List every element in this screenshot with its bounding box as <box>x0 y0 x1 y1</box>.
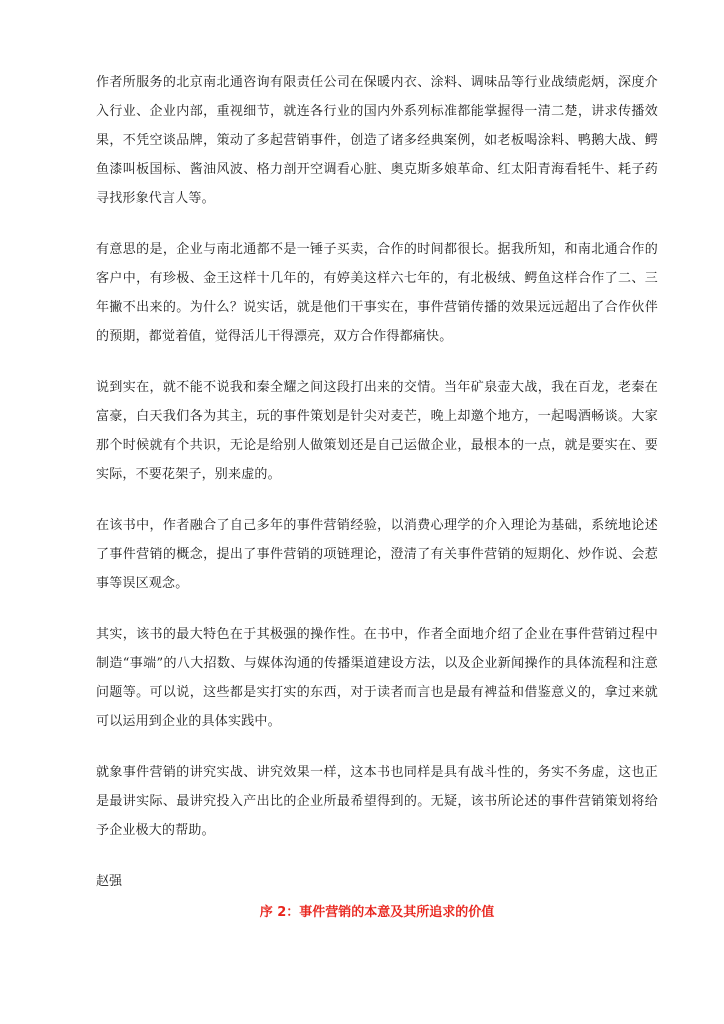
author-signature: 赵强 <box>96 874 123 889</box>
paragraph-long-term-cooperation: 有意思的是，企业与南北通都不是一锤子买卖，合作的时间都很长。据我所知，和南北通合作的客户中，有珍极、金王这样十几年的，有婷美这样六七年的，有北极绒、鳄鱼这样合作了二、三年撇不出来的。为什么？说实话，就是他们干事实在，事件营销传播的效果远远超出了合作伙伴的预期，都觉着值，觉得活儿干得漂亮，双方合作得都痛快。 <box>96 242 658 344</box>
paragraph-book-summary: 在该书中，作者融合了自己多年的事件营销经验，以消费心理学的介入理论为基础，系统地论述了事件营销的概念，提出了事件营销的项链理论，澄清了有关事件营销的短期化、炒作说、会惹事等误区观念。 <box>96 518 658 591</box>
section-title: 序 2：事件营销的本意及其所追求的价值 <box>259 905 495 920</box>
paragraph-friendship: 说到实在，就不能不说我和秦全耀之间这段打出来的交情。当年矿泉壶大战，我在百龙，老秦在富豪，白天我们各为其主，玩的事件策划是针尖对麦芒，晚上却邀个地方，一起喝酒畅谈。大家那个时候就有个共识，无论是给别人做策划还是自己运做企业，最根本的一点，就是要实在、要实际，不要花架子，别来虚的。 <box>96 380 658 482</box>
document-body <box>96 68 658 924</box>
paragraph-operability: 其实，该书的最大特色在于其极强的操作性。在书中，作者全面地介绍了企业在事件营销过程中制造“事端”的八大招数、与媒体沟通的传播渠道建设方法，以及企业新闻操作的具体流程和注意问题等。可以说，这些都是实打实的东西，对于读者而言也是最有裨益和借鉴意义的，拿过来就可以运用到企业的具体实践中。 <box>96 627 658 729</box>
paragraph-company-cases: 作者所服务的北京南北通咨询有限责任公司在保暖内衣、涂料、调味品等行业战绩彪炳，深度介入行业、企业内部，重视细节，就连各行业的国内外系列标准都能掌握得一清二楚，讲求传播效果，不凭空谈品牌，策动了多起营销事件，创造了诸多经典案例，如老板喝涂料、鸭鹅大战、鳄鱼漆叫板国标、酱油风波、格力剖开空调看心脏、奥克斯多娘革命、红太阳青海看牦牛、耗子药寻找形象代言人等。 <box>96 75 658 206</box>
paragraph-conclusion: 就象事件营销的讲究实战、讲究效果一样，这本书也同样是具有战斗性的，务实不务虚，这也正是最讲实际、最讲究投入产出比的企业所最希望得到的。无疑，该书所论述的事件营销策划将给予企业极大的帮助。 <box>96 765 658 838</box>
